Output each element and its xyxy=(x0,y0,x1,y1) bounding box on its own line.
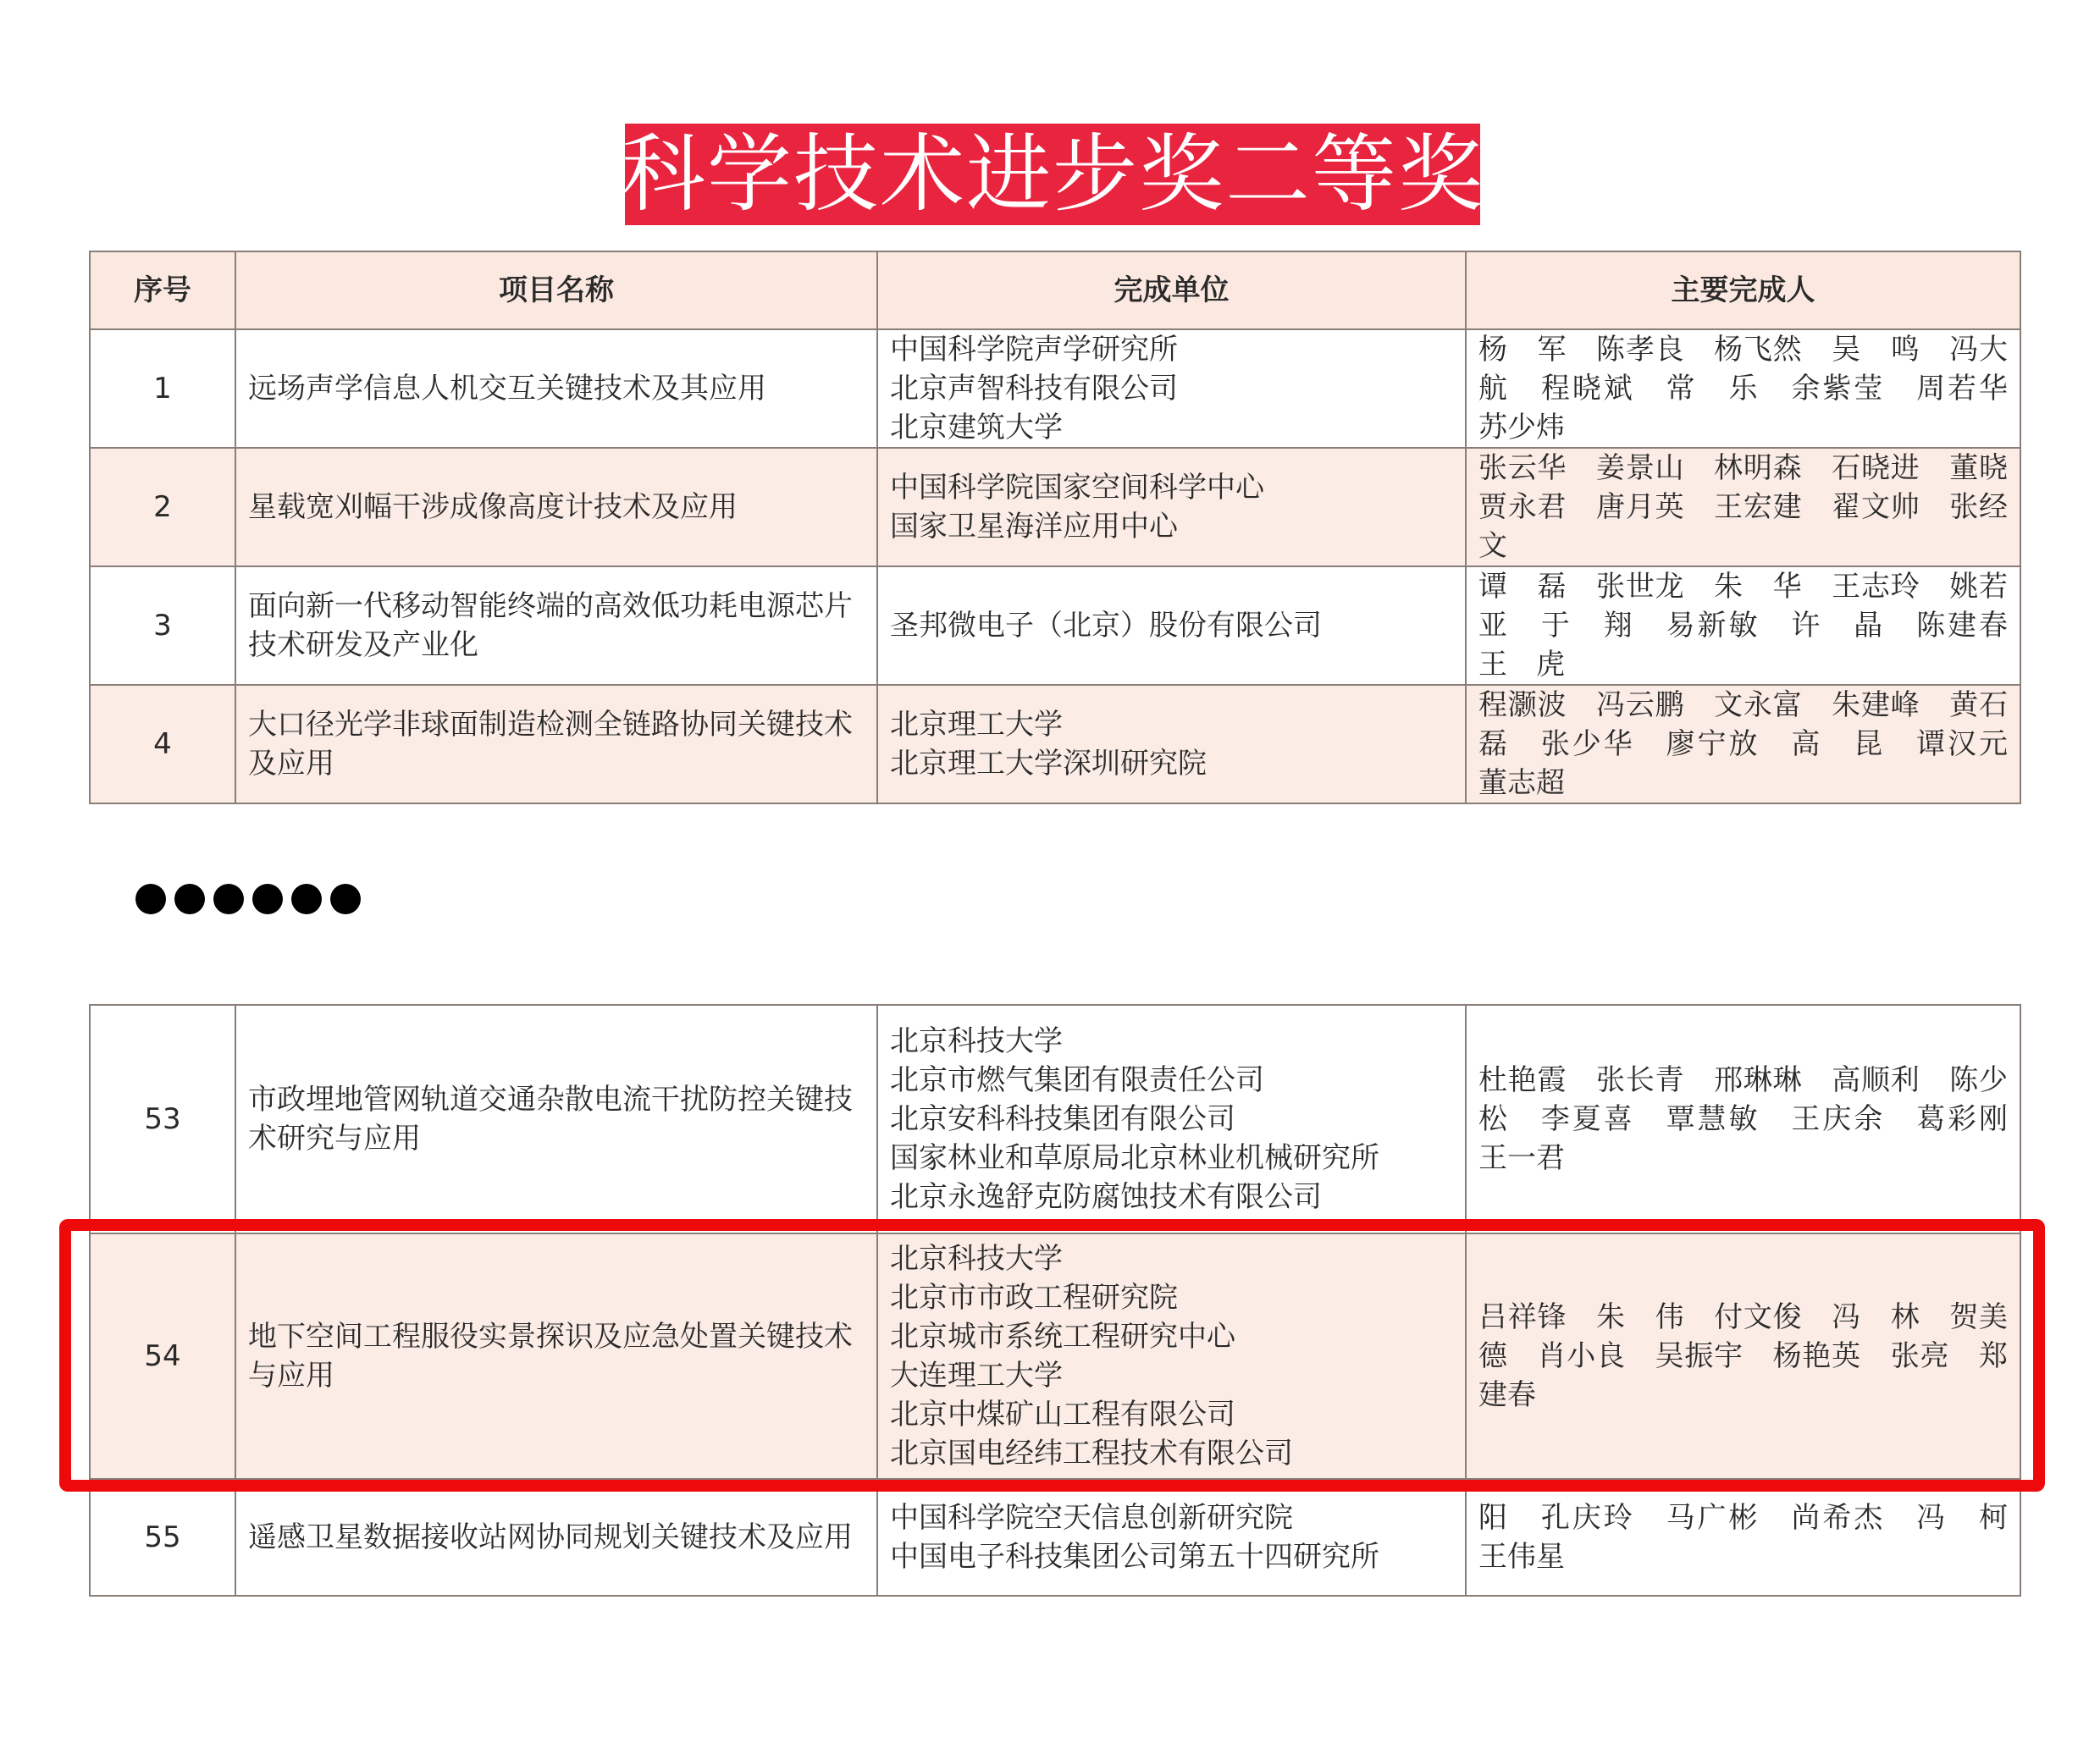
ellipsis-separator xyxy=(135,884,361,914)
table-row xyxy=(90,1005,2020,1233)
unit-line: 北京永逸舒克防腐蚀技术有限公司 xyxy=(890,1180,1322,1214)
header-units: 完成单位 xyxy=(877,251,1466,329)
row-project: 遥感卫星数据接收站网协同规划关键技术及应用 xyxy=(235,1479,877,1596)
row-no: 55 xyxy=(90,1479,235,1596)
row-persons: 程灏波 冯云鹏 文永富 朱建峰 黄石磊 张少华 廖宁放 高 昆 谭汉元 董志超 xyxy=(1466,685,2020,803)
unit-line: 北京声智科技有限公司 xyxy=(890,372,1178,406)
unit-line: 中国科学院空天信息创新研究院 xyxy=(890,1501,1293,1535)
row-project: 远场声学信息人机交互关键技术及其应用 xyxy=(235,329,877,448)
table-row xyxy=(90,685,2020,803)
unit-line: 北京建筑大学 xyxy=(890,411,1063,444)
row-persons: 杨 军 陈孝良 杨飞然 吴 鸣 冯大航 程晓斌 常 乐 余紫莹 周若华 苏少炜 xyxy=(1466,329,2020,448)
row-units xyxy=(877,1233,1466,1479)
unit-line: 中国电子科技集团公司第五十四研究所 xyxy=(890,1540,1379,1574)
ellipsis-dot xyxy=(135,884,166,914)
row-persons: 杜艳霞 张长青 邢琳琳 高顺利 陈少松 李夏喜 覃慧敏 王庆余 葛彩刚 王一君 xyxy=(1466,1005,2020,1233)
row-project: 地下空间工程服役实景探识及应急处置关键技术与应用 xyxy=(235,1233,877,1479)
row-project: 大口径光学非球面制造检测全链路协同关键技术及应用 xyxy=(235,685,877,803)
table-row xyxy=(90,448,2020,566)
row-units xyxy=(877,566,1466,685)
unit-line: 国家林业和草原局北京林业机械研究所 xyxy=(890,1141,1379,1175)
row-units xyxy=(877,1005,1466,1233)
table-header-row xyxy=(90,251,2020,329)
award-title: 科学技术进步奖二等奖 xyxy=(621,124,1484,223)
row-persons: 吕祥锋 朱 伟 付文俊 冯 林 贺美德 肖小良 吴振宇 杨艳英 张亮 郑建春 xyxy=(1466,1233,2020,1479)
unit-line: 北京理工大学 xyxy=(890,708,1063,742)
ellipsis-dot xyxy=(174,884,205,914)
unit-line: 北京科技大学 xyxy=(890,1024,1063,1058)
row-no: 3 xyxy=(90,566,235,685)
row-project: 市政埋地管网轨道交通杂散电流干扰防控关键技术研究与应用 xyxy=(235,1005,877,1233)
row-no: 2 xyxy=(90,448,235,566)
row-persons: 谭 磊 张世龙 朱 华 王志玲 姚若亚 于 翔 易新敏 许 晶 陈建春 王 虎 xyxy=(1466,566,2020,685)
awards-table-bottom xyxy=(89,1004,2036,1597)
unit-line: 北京中煤矿山工程有限公司 xyxy=(890,1398,1235,1432)
header-project: 项目名称 xyxy=(235,251,877,329)
unit-line: 北京安科科技集团有限公司 xyxy=(890,1102,1235,1136)
unit-line: 北京国电经纬工程技术有限公司 xyxy=(890,1437,1293,1470)
table-row xyxy=(90,566,2020,685)
awards-table-top xyxy=(89,251,2036,804)
row-units xyxy=(877,329,1466,448)
award-title-banner xyxy=(621,124,1484,225)
row-units xyxy=(877,1479,1466,1596)
ellipsis-dot xyxy=(291,884,322,914)
header-no: 序号 xyxy=(90,251,235,329)
table-row-highlighted xyxy=(90,1233,2020,1479)
unit-line: 北京城市系统工程研究中心 xyxy=(890,1320,1235,1354)
unit-line: 大连理工大学 xyxy=(890,1359,1063,1393)
row-no: 54 xyxy=(90,1233,235,1479)
unit-line: 圣邦微电子（北京）股份有限公司 xyxy=(890,609,1322,643)
ellipsis-dot xyxy=(213,884,244,914)
row-no: 4 xyxy=(90,685,235,803)
unit-line: 中国科学院声学研究所 xyxy=(890,333,1178,367)
unit-line: 北京市燃气集团有限责任公司 xyxy=(890,1063,1264,1097)
ellipsis-dot xyxy=(252,884,283,914)
ellipsis-dot xyxy=(330,884,361,914)
row-project: 星载宽刈幅干涉成像高度计技术及应用 xyxy=(235,448,877,566)
row-no: 1 xyxy=(90,329,235,448)
row-persons: 阳 孔庆玲 马广彬 尚希杰 冯 柯 王伟星 xyxy=(1466,1479,2020,1596)
table-row xyxy=(90,1479,2020,1596)
unit-line: 北京科技大学 xyxy=(890,1242,1063,1276)
header-persons: 主要完成人 xyxy=(1466,251,2020,329)
row-units xyxy=(877,685,1466,803)
row-no: 53 xyxy=(90,1005,235,1233)
unit-line: 北京理工大学深圳研究院 xyxy=(890,747,1207,781)
table-row xyxy=(90,329,2020,448)
unit-line: 国家卫星海洋应用中心 xyxy=(890,510,1178,543)
unit-line: 中国科学院国家空间科学中心 xyxy=(890,471,1264,505)
unit-line: 北京市市政工程研究院 xyxy=(890,1281,1178,1315)
row-units xyxy=(877,448,1466,566)
row-persons: 张云华 姜景山 林明森 石晓进 董晓 贾永君 唐月英 王宏建 翟文帅 张经文 xyxy=(1466,448,2020,566)
row-project: 面向新一代移动智能终端的高效低功耗电源芯片技术研发及产业化 xyxy=(235,566,877,685)
